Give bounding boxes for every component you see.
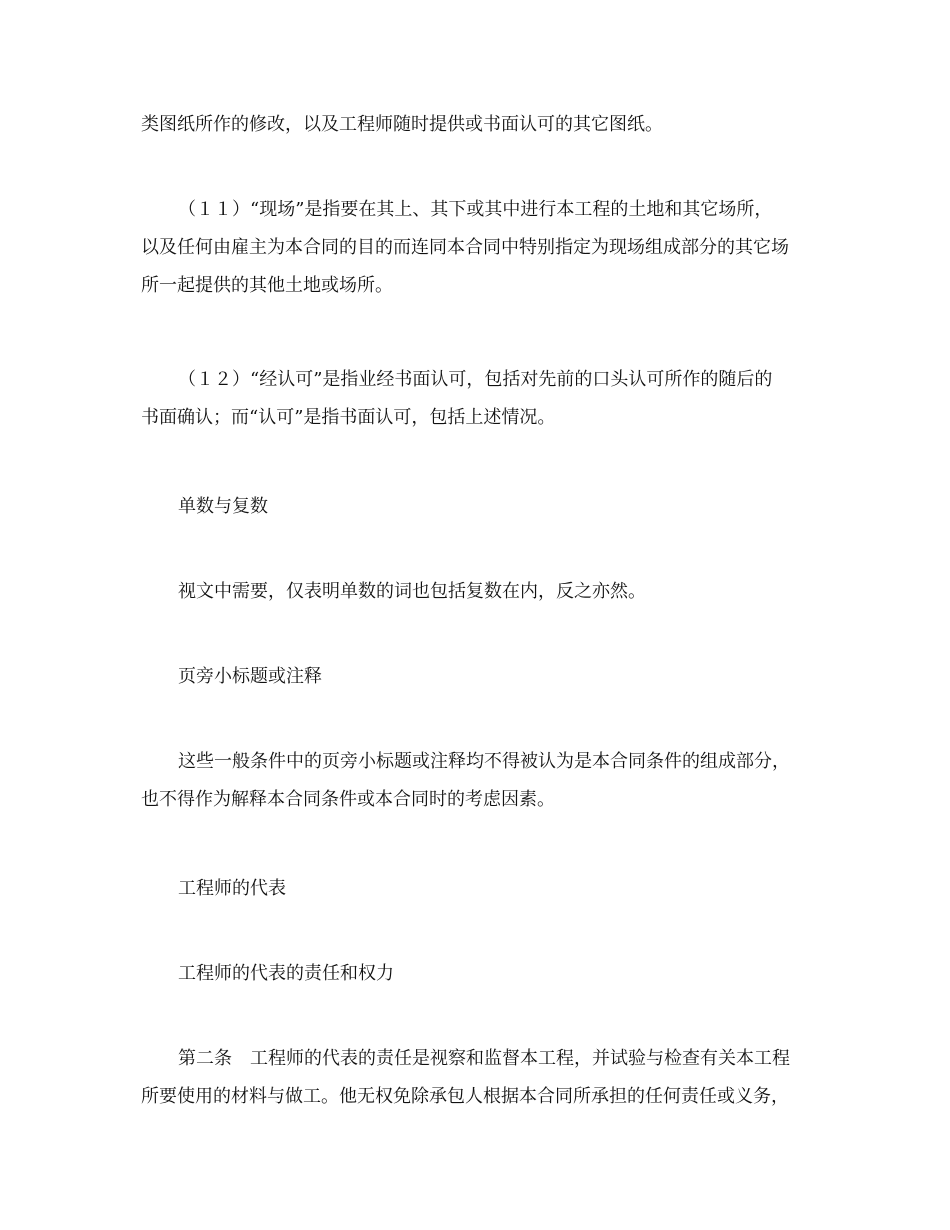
heading-marginal-notes — [141, 658, 831, 696]
paragraph-marginal-notes — [141, 743, 831, 819]
heading-singular-plural — [141, 488, 831, 526]
text-line: 这些一般条件中的页旁小标题或注释均不得被认为是本合同条件的组成部分， — [178, 751, 790, 772]
section-heading: 工程师的代表 — [178, 878, 286, 899]
text-line: 所要使用的材料与做工。他无权免除承包人根据本合同所承担的任何责任或义务， — [141, 1086, 789, 1107]
paragraph-approved-definition — [141, 361, 831, 437]
text-line: （１２）“经认可”是指业经书面认可，包括对先前的口头认可所作的随后的 — [178, 369, 773, 390]
text-line: 也不得作为解释本合同条件或本合同时的考虑因素。 — [141, 789, 555, 810]
paragraph-article-two — [141, 1040, 831, 1116]
text-line: （１１）“现场”是指要在其上、其下或其中进行本工程的土地和其它场所， — [178, 199, 773, 220]
section-heading: 工程师的代表的责任和权力 — [178, 963, 394, 984]
text-line: 书面确认；而“认可”是指书面认可，包括上述情况。 — [141, 407, 556, 428]
text-line: 类图纸所作的修改，以及工程师随时提供或书面认可的其它图纸。 — [141, 114, 663, 135]
paragraph-site-definition — [141, 191, 831, 305]
paragraph-drawings-continued — [141, 106, 831, 144]
section-heading: 单数与复数 — [178, 496, 268, 517]
text-line: 第二条 工程师的代表的责任是视察和监督本工程，并试验与检查有关本工程 — [178, 1048, 790, 1069]
paragraph-singular-plural — [141, 573, 831, 611]
text-line: 以及任何由雇主为本合同的目的而连同本合同中特别指定为现场组成部分的其它场 — [141, 237, 789, 258]
text-line: 所一起提供的其他土地或场所。 — [141, 275, 393, 296]
heading-engineers-representative — [141, 870, 831, 908]
heading-duties-and-powers — [141, 955, 831, 993]
text-line: 视文中需要，仅表明单数的词也包括复数在内，反之亦然。 — [178, 581, 646, 602]
section-heading: 页旁小标题或注释 — [178, 666, 322, 687]
